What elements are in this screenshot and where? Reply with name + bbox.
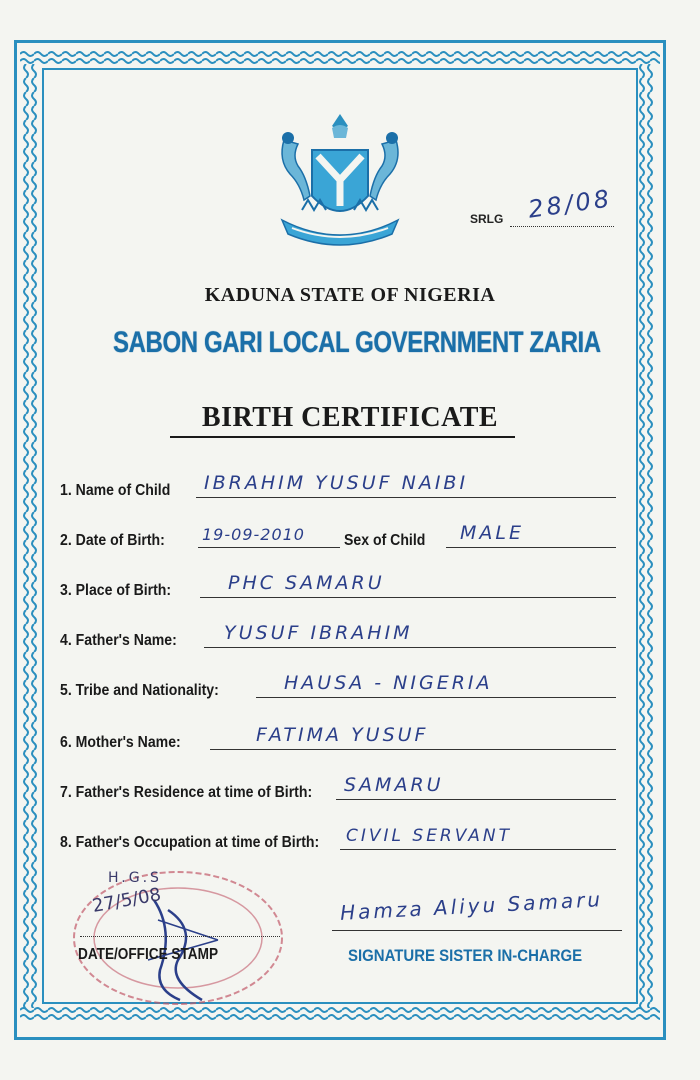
- residence-line: [336, 799, 616, 800]
- father-label: 4. Father's Name:: [60, 632, 177, 649]
- occupation-value: CIVIL SERVANT: [346, 826, 512, 846]
- occupation-line: [340, 849, 616, 850]
- stamp-label: DATE/OFFICE STAMP: [78, 946, 219, 963]
- title-underline: [170, 436, 515, 438]
- dob-value: 19-09-2010: [202, 525, 305, 544]
- field-row-place: [60, 570, 620, 600]
- residence-label: 7. Father's Residence at time of Birth:: [60, 784, 313, 801]
- field-row-mother: [60, 722, 620, 752]
- srlg-label: SRLG: [470, 212, 504, 226]
- sex-label: Sex of Child: [344, 532, 426, 549]
- mother-value: FATIMA YUSUF: [256, 724, 429, 746]
- field-row-child-name: [60, 470, 620, 500]
- dob-label: 2. Date of Birth:: [60, 532, 165, 549]
- place-label: 3. Place of Birth:: [60, 582, 172, 599]
- mother-label: 6. Mother's Name:: [60, 734, 181, 751]
- srlg-number: 28/08: [526, 184, 614, 224]
- field-row-occupation: [60, 822, 620, 852]
- signature-label: SIGNATURE SISTER IN-CHARGE: [348, 946, 583, 965]
- child-name-label: 1. Name of Child: [60, 482, 171, 499]
- mother-line: [210, 749, 616, 750]
- tribe-line: [256, 697, 616, 698]
- place-value: PHC SAMARU: [228, 572, 385, 594]
- stamp-line: [80, 936, 280, 937]
- stamp-date: 27/5/08: [90, 884, 163, 917]
- wave-border-left: [20, 64, 42, 1008]
- place-line: [200, 597, 616, 598]
- child-name-value: IBRAHIM YUSUF NAIBI: [204, 472, 469, 494]
- lga-heading: SABON GARI LOCAL GOVERNMENT ZARIA: [113, 326, 601, 359]
- dob-line: [198, 547, 340, 548]
- sex-value: MALE: [460, 522, 524, 544]
- certificate-title: BIRTH CERTIFICATE: [201, 402, 499, 433]
- tribe-label: 5. Tribe and Nationality:: [60, 682, 219, 699]
- field-row-residence: [60, 772, 620, 802]
- office-stamp-icon: [58, 860, 288, 1010]
- occupation-label: 8. Father's Occupation at time of Birth:: [60, 834, 320, 851]
- field-row-father: [60, 620, 620, 650]
- field-row-tribe: [60, 670, 620, 700]
- residence-value: SAMARU: [344, 774, 444, 796]
- wave-border-right: [636, 64, 658, 1008]
- signature: Hamza Aliyu Samaru: [339, 887, 604, 925]
- child-name-line: [196, 497, 616, 498]
- wave-border-top: [20, 48, 660, 68]
- state-heading: KADUNA STATE OF NIGERIA: [204, 284, 496, 306]
- signature-line: [332, 930, 622, 931]
- sex-line: [446, 547, 616, 548]
- field-row-dob-sex: [60, 520, 620, 550]
- tribe-value: HAUSA - NIGERIA: [284, 672, 493, 694]
- srlg-line: [510, 226, 614, 227]
- coat-of-arms-icon: [262, 110, 418, 258]
- father-value: YUSUF IBRAHIM: [224, 622, 413, 644]
- father-line: [204, 647, 616, 648]
- stamp-mark: H.G.S: [108, 870, 162, 886]
